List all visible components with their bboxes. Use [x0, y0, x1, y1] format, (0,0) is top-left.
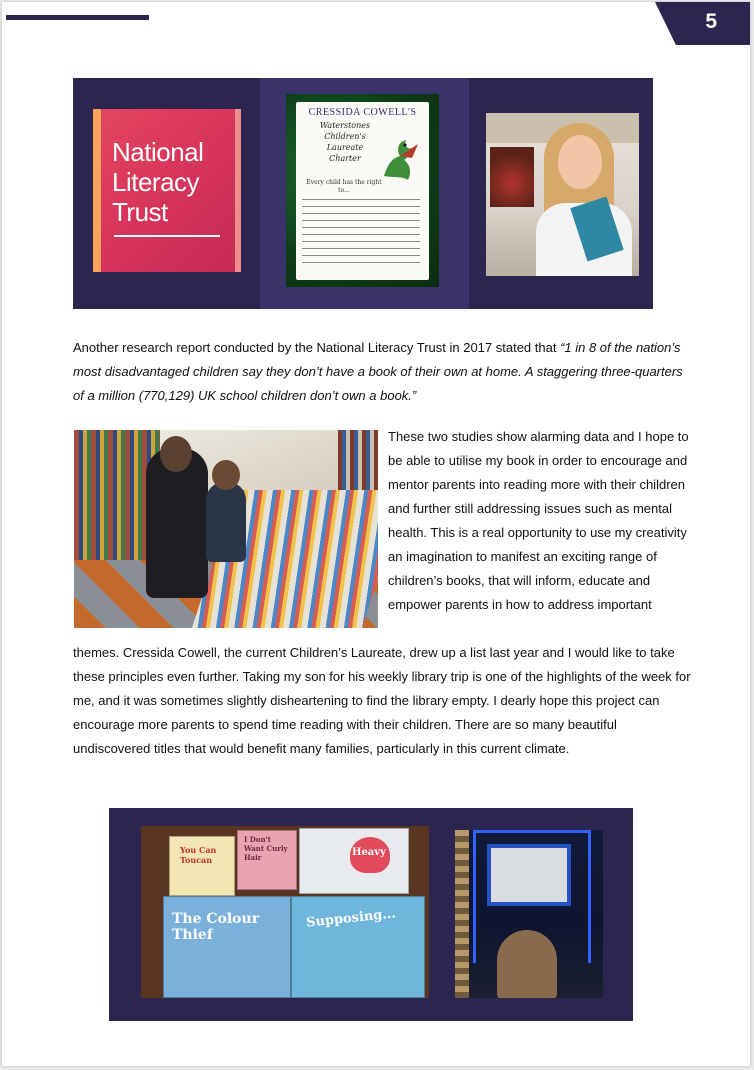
research-text: Another research report conducted by the National Literacy Trust in 2017 stated that: [73, 340, 561, 355]
studies-paragraph-continued: themes. Cressida Cowell, the current Children’s Laureate, drew up a list last year and I would like to take these principles even further. Taking my son for his weekly library trip is one of the highlights of the week for me, and it was sometimes slightly disheartening to find the library empty. I dearly hope this project can encourage more parents to spend time reading with their children. There are so many beautiful undiscovered titles that would benefit many families, particularly in this current climate.: [73, 645, 691, 756]
book-title-heavy: Heavy: [352, 847, 386, 858]
book-title-colour-thief: The Colour Thief: [172, 911, 260, 943]
book-title-toucan: You Can Toucan: [180, 845, 217, 865]
logo-underline: [114, 235, 220, 237]
top-image-panel: [73, 78, 653, 309]
kiosk-child: [497, 930, 557, 998]
library-adult-head: [160, 436, 192, 472]
research-quote: “1 in 8 of the nation’s most disadvantaged children say they don’t have a book of their own at home. A staggering three-quarters of a million (770,129) UK school children don’t own a book.”: [73, 340, 683, 403]
logo-text: [112, 137, 232, 227]
book-title-curly-hair: I Don't Want Curly Hair: [244, 835, 288, 862]
photo-face: [558, 135, 602, 189]
kiosk-screen: [487, 844, 571, 906]
logo-line-1: National: [112, 137, 204, 167]
book-title-supposing: Supposing...: [305, 906, 397, 931]
research-paragraph: [73, 336, 683, 408]
author-photo: [486, 113, 639, 276]
document-page: [2, 2, 750, 1066]
logo-line-3: Trust: [112, 197, 168, 227]
page-number: 5: [705, 10, 717, 33]
library-kiosk-photo: [455, 830, 603, 998]
page-number-tab: [655, 2, 750, 45]
bottom-image-panel: [109, 808, 633, 1021]
photo-painting: [490, 147, 534, 207]
charter-subtitle: Waterstones Children's Laureate Charter: [319, 121, 371, 163]
library-child-head: [212, 460, 240, 490]
dragon-illustration: [378, 136, 422, 184]
laureate-charter-image: [286, 94, 439, 287]
logo-line-2: Literacy: [112, 167, 200, 197]
book-cover-curly-hair: [237, 830, 297, 890]
childrens-books-photo: [141, 826, 429, 998]
library-photo: [74, 430, 378, 628]
library-child: [206, 482, 246, 562]
book-cover-colour-thief: [163, 896, 291, 998]
kiosk-shelf: [455, 830, 469, 998]
library-shelf-right: [338, 430, 378, 490]
book-cover-heavy: [299, 828, 409, 894]
header-rule: [6, 15, 149, 20]
charter-every-child: Every child has the right to...: [306, 179, 382, 194]
book-cover-supposing: [291, 896, 425, 998]
national-literacy-trust-logo: [93, 109, 241, 272]
studies-paragraph: These two studies show alarming data and I hope to be able to utilise my book in order to encourage and mentor parents into reading more with their children and further still addressing issues such as mental health. This is a real opportunity to use my creativity an imagination to manifest an exciting range of children’s books, that will inform, educate and empower parents in how to address important: [388, 429, 689, 612]
book-cover-toucan: [169, 836, 235, 896]
charter-list: [302, 199, 420, 269]
charter-title: CRESSIDA COWELL'S: [308, 107, 417, 118]
charter-paper: [296, 102, 429, 280]
